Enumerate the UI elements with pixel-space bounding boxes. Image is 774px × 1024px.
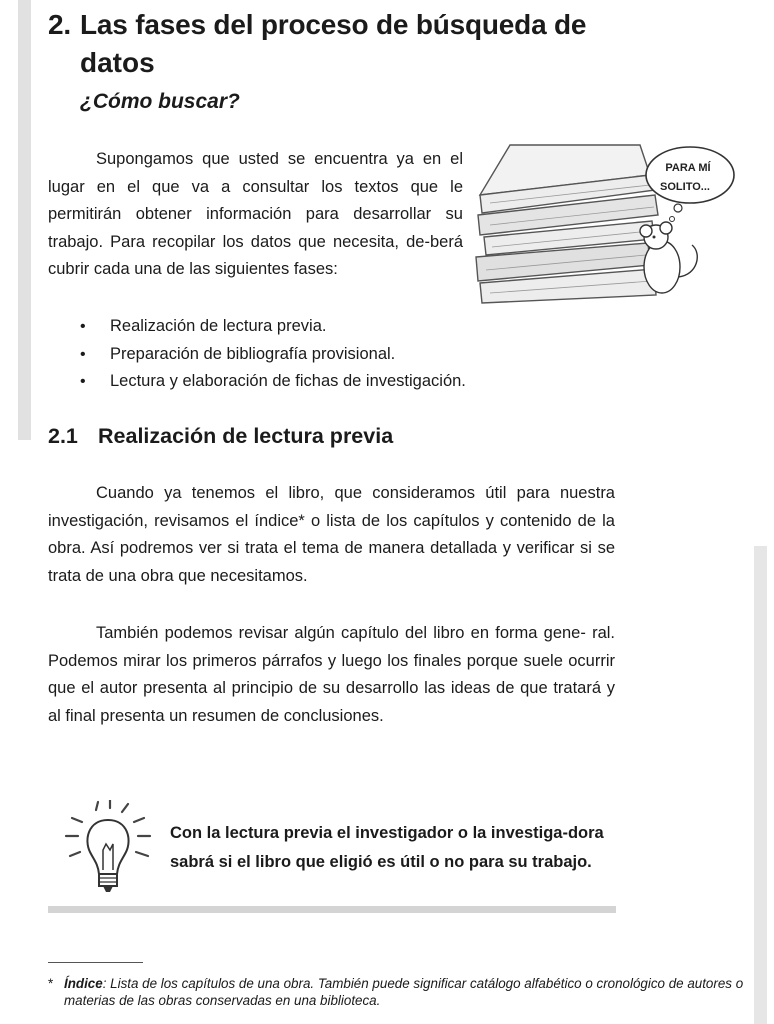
footnote-term: Índice — [64, 976, 103, 991]
section-heading — [48, 420, 393, 452]
page-subtitle: ¿Cómo buscar? — [80, 90, 240, 113]
page-title-text: Las fases del proceso de búsqueda de — [80, 9, 587, 40]
intro-paragraph — [48, 146, 463, 284]
callout-divider — [48, 906, 616, 913]
page-title — [48, 6, 586, 44]
list-item: • Lectura y elaboración de fichas de investigación. — [80, 368, 466, 396]
speech-text-line2: SOLITO... — [660, 181, 710, 193]
section-number: 2.1 — [48, 424, 78, 448]
page-title-number: 2. — [48, 9, 71, 40]
books-mouse-illustration — [470, 135, 740, 305]
footnote-divider — [48, 962, 143, 963]
list-item: • Preparación de bibliografía provisional. — [80, 341, 466, 369]
paragraph-1-rest: investigación, revisamos el índice* o lista de los capítulos y contenido de la obra. Así podremos ver si trata el tema de manera detallada y verificar si se trata de una obra que necesitamos. — [48, 511, 615, 585]
page-title-continuation: datos — [80, 47, 155, 78]
sidebar-accent-bar — [18, 0, 31, 440]
footnote — [48, 975, 748, 1009]
intro-first-line: Supongamos que usted se encuentra ya en el — [96, 150, 463, 168]
body-paragraph-1 — [48, 480, 615, 590]
section-title: Realización de lectura previa — [98, 424, 394, 448]
lightbulb-icon — [58, 800, 158, 900]
intro-rest: lugar en el que va a consultar los textos que le permitirán obtener información para desarrollar su trabajo. Para recopilar los datos que necesita, de-berá cubrir cada una de las siguientes fases: — [48, 177, 463, 278]
callout-text: Con la lectura previa el investigador o la investiga-dora sabrá si el libro que eligió es útil o no para su trabajo. — [170, 824, 604, 871]
body-paragraph-2 — [48, 620, 615, 730]
paragraph-2-rest: ral. Podemos mirar los primeros párrafos y luego los finales porque suele ocurrir que el autor presenta al principio de su desarrollo las ideas de que tratará y al final presenta un resumen de conclusiones. — [48, 624, 615, 725]
phases-list — [80, 313, 466, 396]
footnote-definition: : Lista de los capítulos de una obra. También puede significar catálogo alfabético o cronológico de autores o materias de las obras conservadas en una biblioteca. — [64, 976, 744, 1008]
footnote-mark: * — [48, 976, 54, 991]
right-scroll-bar — [754, 546, 767, 1024]
paragraph-1-first-line: Cuando ya tenemos el libro, que consideramos útil para nuestra — [96, 484, 615, 502]
paragraph-2-first-line: También podemos revisar algún capítulo del libro en forma gene- — [96, 624, 586, 642]
speech-text-line1: PARA MÍ — [665, 162, 711, 174]
list-item: • Realización de lectura previa. — [80, 313, 466, 341]
